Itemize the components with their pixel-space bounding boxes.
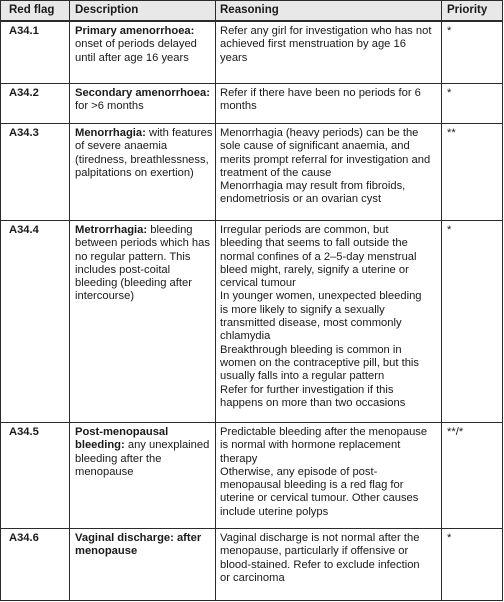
description-title: Primary amenorrhoea: [75, 25, 195, 37]
description-title: Vaginal discharge: after menopause [75, 532, 202, 558]
description-cell [75, 426, 213, 479]
column-divider [69, 1, 70, 600]
reasoning-cell [220, 426, 432, 519]
table-row [1, 423, 502, 529]
priority: * [447, 87, 452, 99]
table-row [1, 22, 502, 84]
description-text: any unexplained bleeding after the menopause [75, 439, 210, 478]
description-cell [75, 87, 213, 114]
reasoning-paragraph: Refer any girl for investigation who has not achieved first menstruation by age 16 years [220, 25, 432, 64]
reasoning-cell [220, 127, 432, 207]
reasoning-paragraph: Refer if there have been no periods for 6 months [220, 87, 421, 113]
red-flag-code: A34.2 [9, 87, 39, 99]
description-cell [75, 224, 213, 304]
red-flag-code: A34.4 [9, 224, 39, 236]
reasoning-paragraph: Otherwise, any episode of post-menopausal bleeding is a red flag for uterine or cervical tumour. Other causes include uterine polyps [220, 465, 419, 518]
table-row [1, 84, 502, 124]
description-text: bleeding between periods which has no regular pattern. This includes post-coital bleeding (bleeding after intercourse) [75, 224, 210, 303]
red-flag-code: A34.5 [9, 426, 39, 438]
reasoning-paragraph: Predictable bleeding after the menopause is normal with hormone replacement therapy [220, 426, 428, 465]
reasoning-paragraph: In younger women, unexpected bleeding is more likely to signify a sexually transmitted disease, most commonly chlamydia [220, 290, 422, 343]
reasoning-cell [220, 25, 432, 65]
description-title: Menorrhagia: [75, 127, 146, 139]
description-cell [75, 25, 213, 65]
column-divider [441, 1, 442, 600]
header-description: Description [75, 4, 139, 16]
reasoning-paragraph: Vaginal discharge is not normal after the menopause, particularly if offensive or blood-stained. Refer to exclude infection or carcinoma [220, 532, 420, 584]
description-cell [75, 127, 213, 180]
reasoning-paragraph: Menorrhagia may result from fibroids, endometriosis or an ovarian cyst [220, 180, 406, 206]
table-row [1, 221, 502, 423]
red-flag-code: A34.6 [9, 532, 39, 544]
table-header [1, 1, 502, 22]
description-text: onset of periods delayed until after age 16 years [75, 38, 197, 64]
priority: * [447, 224, 452, 236]
reasoning-cell [220, 532, 432, 585]
red-flag-code: A34.1 [9, 25, 39, 37]
red-flag-code: A34.3 [9, 127, 39, 139]
table-row [1, 124, 502, 221]
reasoning-paragraph: Irregular periods are common, but bleeding that seems to fall outside the normal confines of a 2–5-day menstrual bleed might, rarely, signify a uterine or cervical tumour [220, 224, 417, 290]
description-cell [75, 532, 213, 559]
header-priority: Priority [447, 4, 488, 16]
reasoning-paragraph: Breakthrough bleeding is common in women on the contraceptive pill, but this usually falls into a regular pattern [220, 343, 419, 383]
priority: ** [447, 127, 456, 139]
table-row [1, 529, 502, 602]
reasoning-cell [220, 87, 432, 114]
description-title: Metrorrhagia: [75, 224, 148, 236]
priority: * [447, 25, 452, 37]
reasoning-paragraph: Menorrhagia (heavy periods) can be the sole cause of significant anaemia, and merits prompt referral for investigation and treatment of the cause [220, 127, 431, 179]
description-title: Post-menopausal bleeding: [75, 426, 169, 452]
column-divider [215, 1, 216, 600]
priority: * [447, 532, 452, 544]
reasoning-paragraph: Refer for further investigation if this happens on more than two occasions [220, 383, 406, 409]
priority: **/* [447, 426, 464, 438]
description-text: for >6 months [75, 100, 144, 113]
description-title: Secondary amenorrhoea: [75, 87, 210, 99]
description-text: with features of severe anaemia (tiredness, breathlessness, palpitations on exertion) [75, 127, 213, 179]
reasoning-cell [220, 224, 432, 410]
header-reasoning: Reasoning [220, 4, 279, 16]
header-red-flag: Red flag [9, 4, 55, 16]
